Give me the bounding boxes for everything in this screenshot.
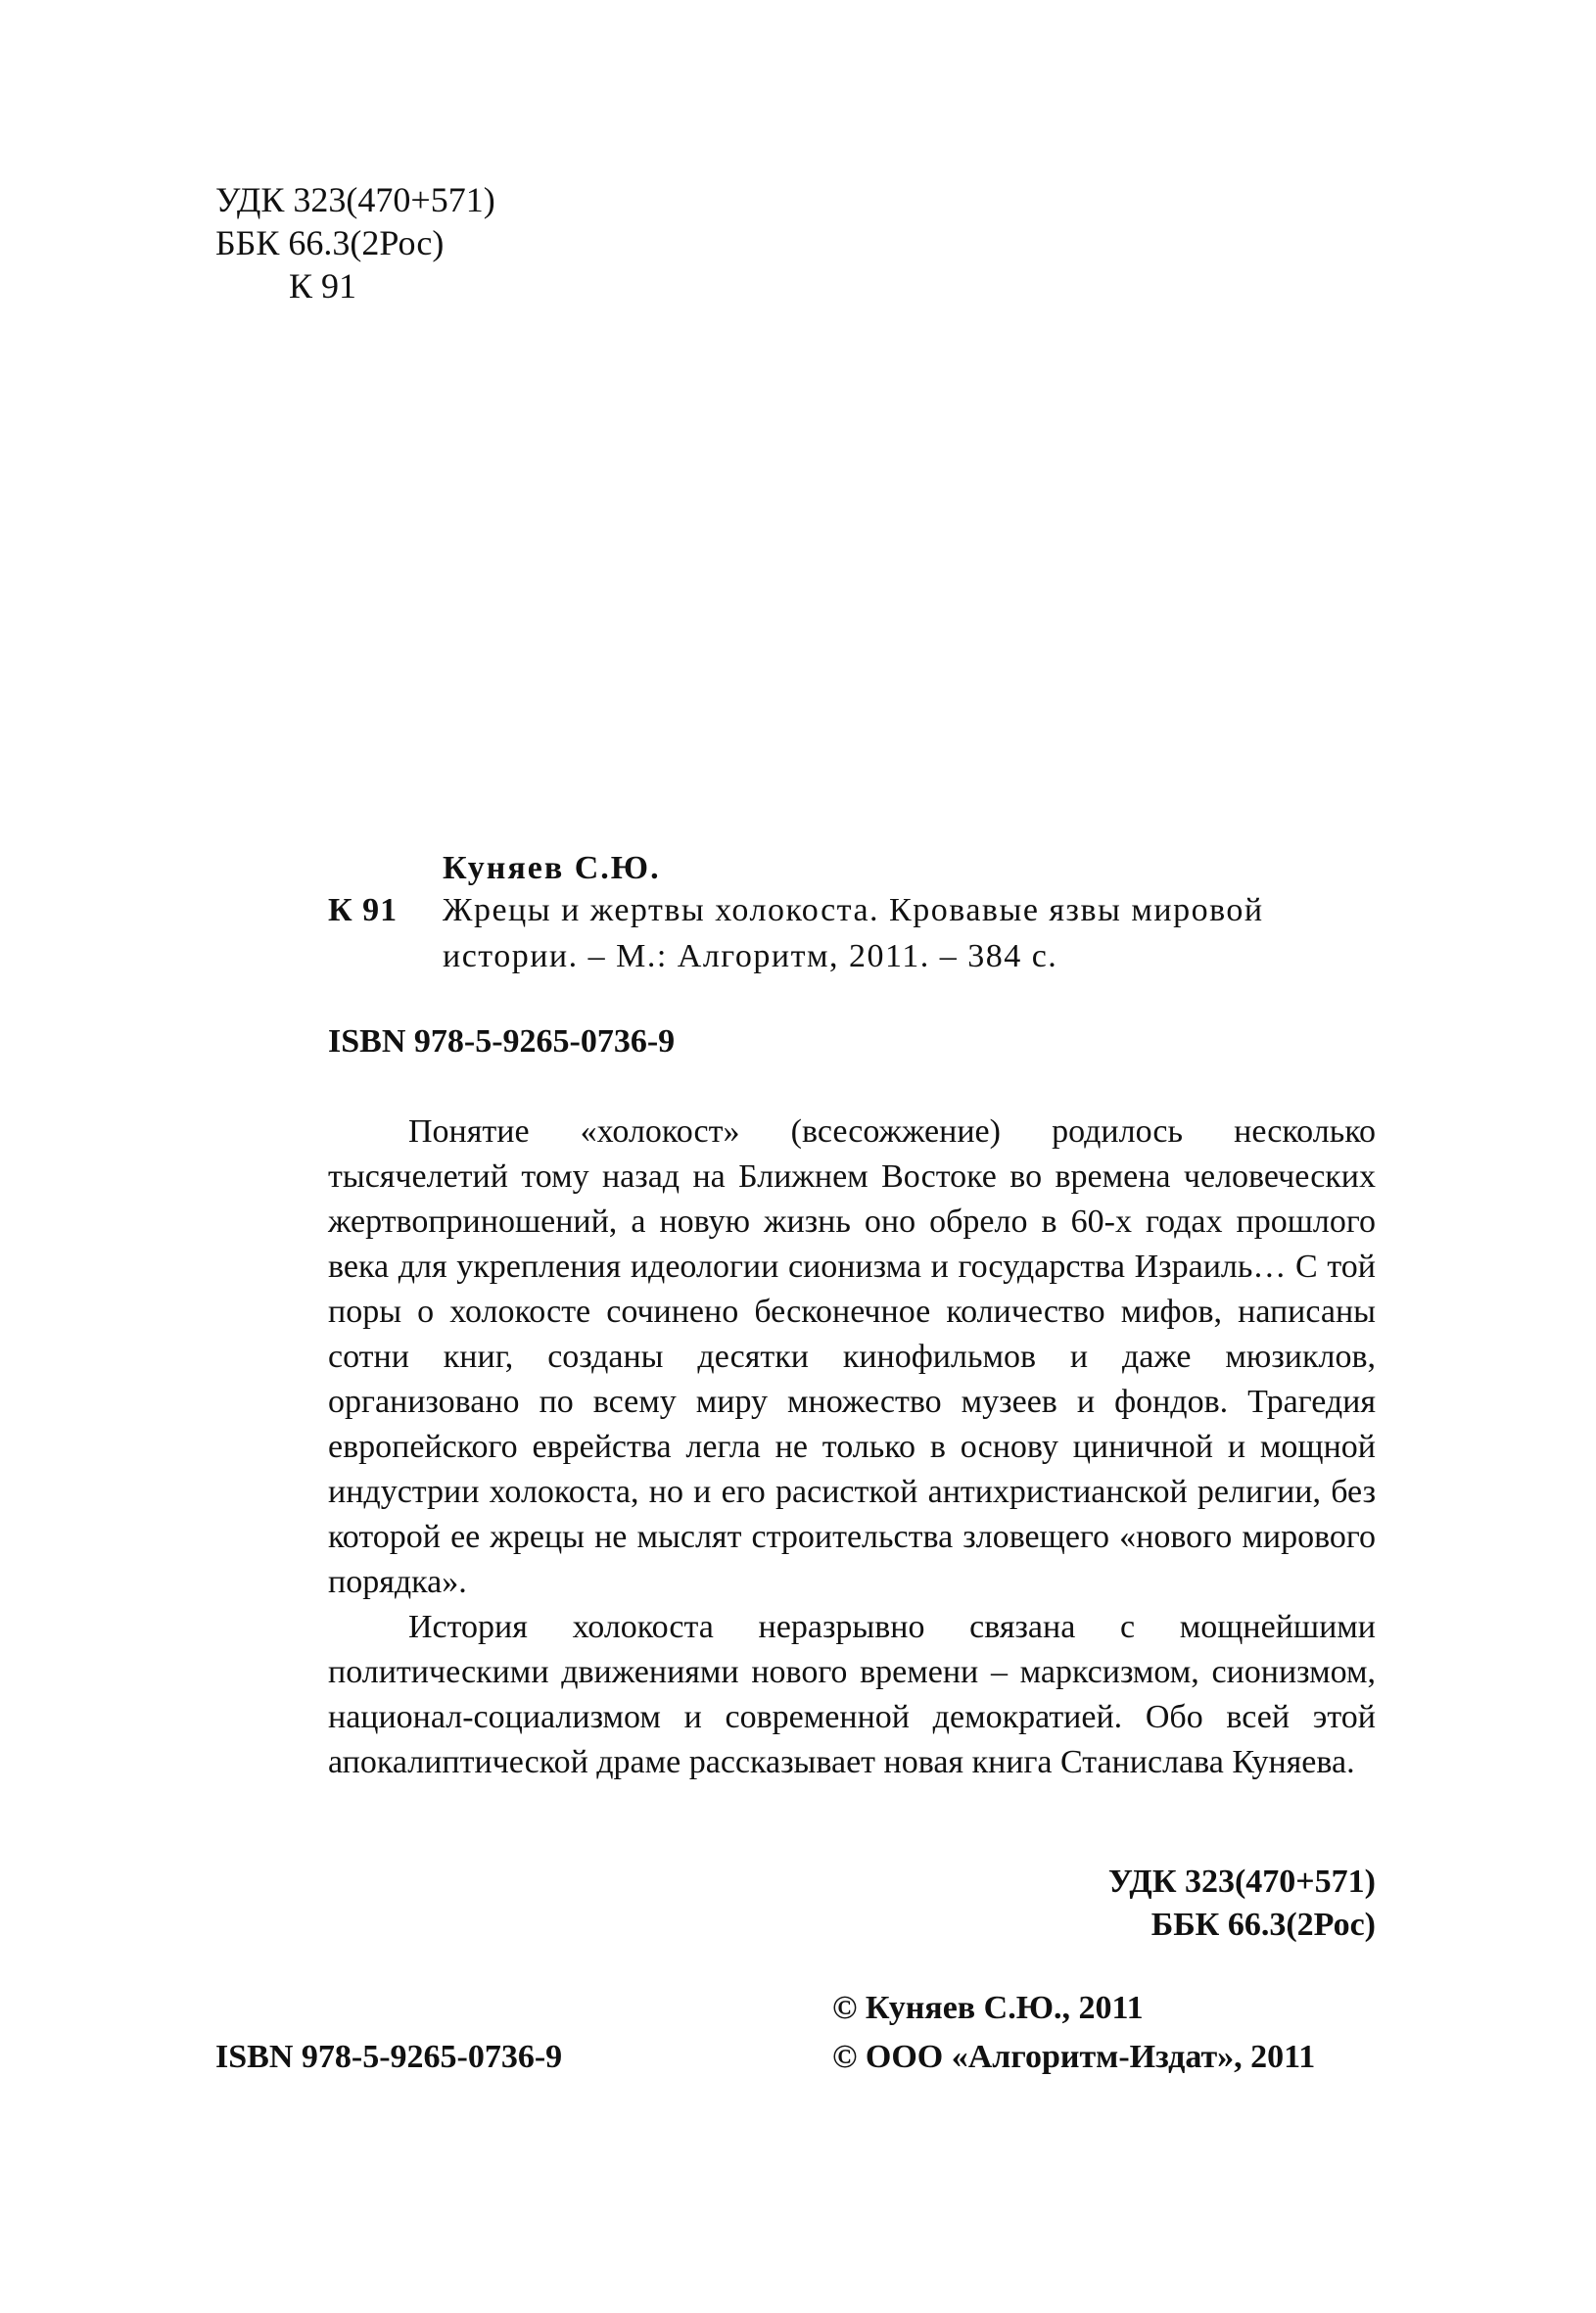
- abstract: [328, 1109, 1376, 1785]
- isbn-bottom: ISBN 978-5-9265-0736-9: [215, 2039, 563, 2075]
- abstract-paragraph-1: Понятие «холокост» (всесожжение) родилось несколько тысячелетий тому назад на Ближнем Востоке во времена человеческих жертвоприношений, а новую жизнь оно обрело в 60-х годах прошлого века для укрепления идеологии сионизма и государства Израиль… С той поры о холокосте сочинено бесконечное количество мифов, написаны сотни книг, созданы десятки кинофильмов и даже мюзиклов, организовано по всему миру множество музеев и фондов. Трагедия европейского еврейства легла не только в основу циничной и мощной индустрии холокоста, но и его расисткой антихристианской религии, без которой ее жрецы не мыслят строительства зловещего «нового мирового порядка».: [328, 1113, 1376, 1600]
- author-name: Куняев С.Ю.: [443, 850, 661, 886]
- udk-code: УДК 323(470+571): [215, 180, 495, 219]
- top-classification-codes: [215, 178, 495, 307]
- bottom-bbk-code: ББК 66.3(2Рос): [1150, 1907, 1376, 1943]
- card-author-sign: К 91: [328, 892, 399, 928]
- copyright-publisher: © ООО «Алгоритм-Издат», 2011: [832, 2039, 1316, 2075]
- bottom-udk-code: УДК 323(470+571): [1107, 1864, 1376, 1900]
- bottom-classification-codes: [1077, 1861, 1376, 1947]
- author-sign: К 91: [289, 266, 357, 306]
- isbn-top: ISBN 978-5-9265-0736-9: [328, 1023, 676, 1060]
- copyright-author: © Куняев С.Ю., 2011: [832, 1990, 1144, 2026]
- book-title-line-1: Жрецы и жертвы холокоста. Кровавые язвы мировой: [443, 892, 1264, 928]
- book-title-line-2: истории. – М.: Алгоритм, 2011. – 384 с.: [443, 938, 1058, 974]
- abstract-paragraph-2: История холокоста неразрывно связана с мощнейшими политическими движениями нового времени – марксизмом, сионизмом, национал-социализмом и современной демократией. Обо всей этой апокалиптической драме рассказывает новая книга Станислава Куняева.: [328, 1609, 1376, 1780]
- bbk-code: ББК 66.3(2Рос): [215, 223, 445, 262]
